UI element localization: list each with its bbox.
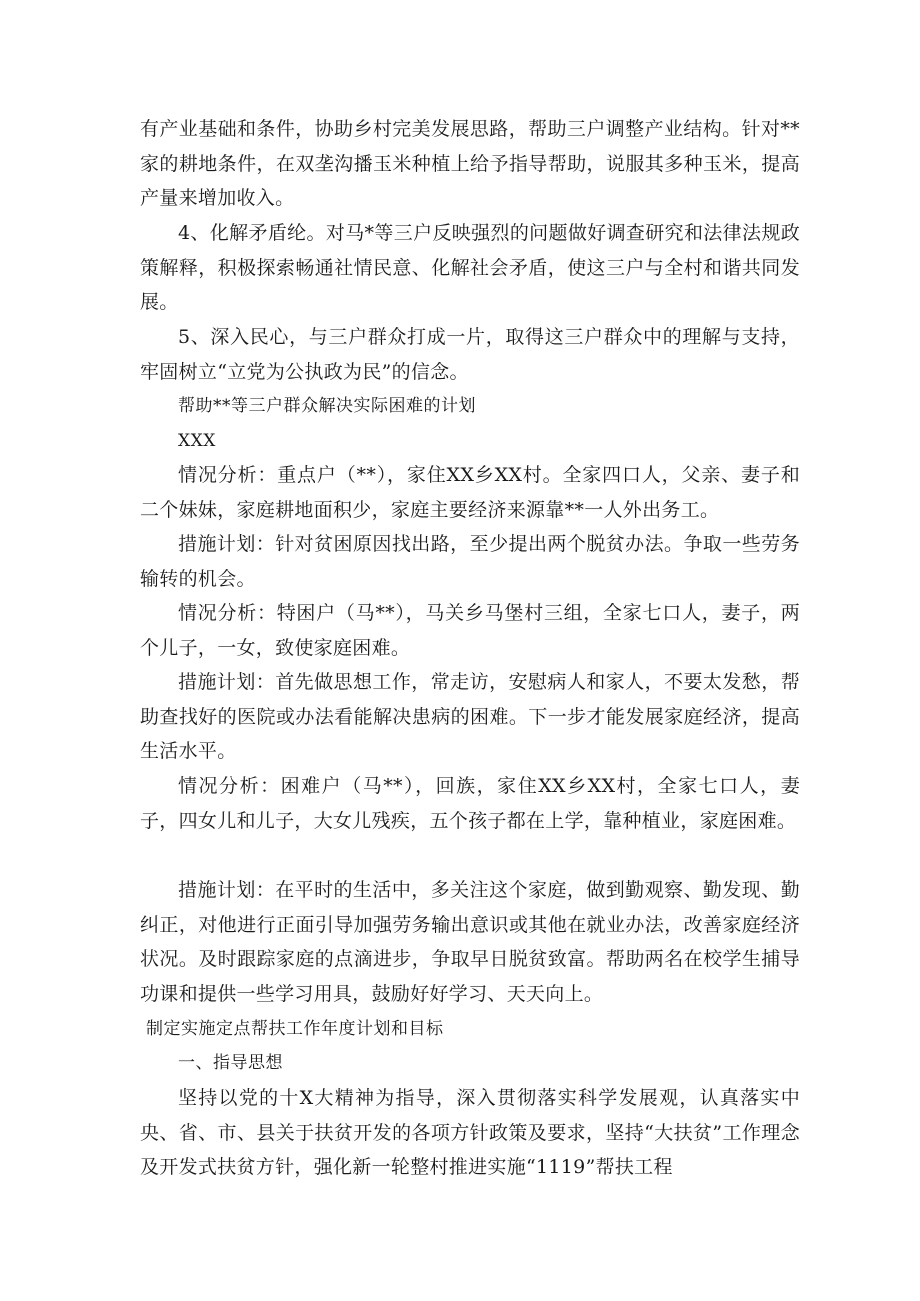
- paragraph-go-deep-among-people: 5、深入民心，与三户群众打成一片，取得这三户群众中的理解与支持，牢固树立“立党为公执政为民”的信念。: [140, 326, 800, 383]
- section-heading-help-plan: 帮助**等三户群众解决实际困难的计划: [178, 396, 476, 416]
- paragraph-guiding-ideology: 坚持以党的十X大精神为指导，深入贯彻落实科学发展观，认真落实中央、省、市、县关于扶贫开发的各项方针政策及要求，坚持“大扶贫”工作理念及开发式扶贫方针，强化新一轮整村推进实施“1119”帮扶工程: [140, 1087, 800, 1179]
- paragraph-analysis-key-household: 情况分析：重点户（**），家住XX乡XX村。全家四口人，父亲、妻子和二个妹妹，家庭耕地面积少，家庭主要经济来源靠**一人外出务工。: [140, 464, 800, 521]
- paragraph-industry-support: 有产业基础和条件，协助乡村完美发展思路，帮助三户调整产业结构。针对**家的耕地条件，在双垄沟播玉米种植上给予指导帮助，说服其多种玉米，提高产量来增加收入。: [140, 118, 800, 210]
- paragraph-resolve-conflicts: 4、化解矛盾纶。对马*等三户反映强烈的问题做好调查研究和法律法规政策解释，积极探索畅通社情民意、化解社会矛盾，使这三户与全村和谐共同发展。: [140, 222, 800, 314]
- author-name: XXX: [178, 431, 216, 451]
- section-heading-annual-plan: 制定实施定点帮扶工作年度计划和目标: [146, 1019, 444, 1039]
- paragraph-measures-3: 措施计划：在平时的生活中，多关注这个家庭，做到勤观察、勤发现、勤纠正，对他进行正面引导加强劳务输出意识或其他在就业办法，改善家庭经济状况。及时跟踪家庭的点滴进步，争取早日脱贫致富。帮助两名在校学生捕导功课和提供一些学习用具，鼓励好好学习、天天向上。: [140, 879, 800, 1005]
- paragraph-measures-1: 措施计划：针对贫困原因找出路，至少提出两个脱贫办法。争取一些劳务输转的机会。: [140, 533, 800, 590]
- paragraph-measures-2: 措施计划：首先做思想工作，常走访，安慰病人和家人，不要太发愁，帮助查找好的医院或办法看能解决患病的困难。下一步才能发展家庭经济，提高生活水平。: [140, 671, 800, 763]
- paragraph-analysis-special-household: 情况分析：特困户（马**），马关乡马堡村三组，全家七口人，妻子，两个儿子，一女，致使家庭困难。: [140, 602, 800, 659]
- heading-guiding-ideology: 一、指导思想: [178, 1053, 283, 1073]
- paragraph-analysis-difficult-household: 情况分析：困难户（马**），回族，家住XX乡XX村，全家七口人，妻子，四女儿和儿子，大女儿残疾，五个孩子都在上学，靠种植业，家庭困难。: [140, 775, 800, 832]
